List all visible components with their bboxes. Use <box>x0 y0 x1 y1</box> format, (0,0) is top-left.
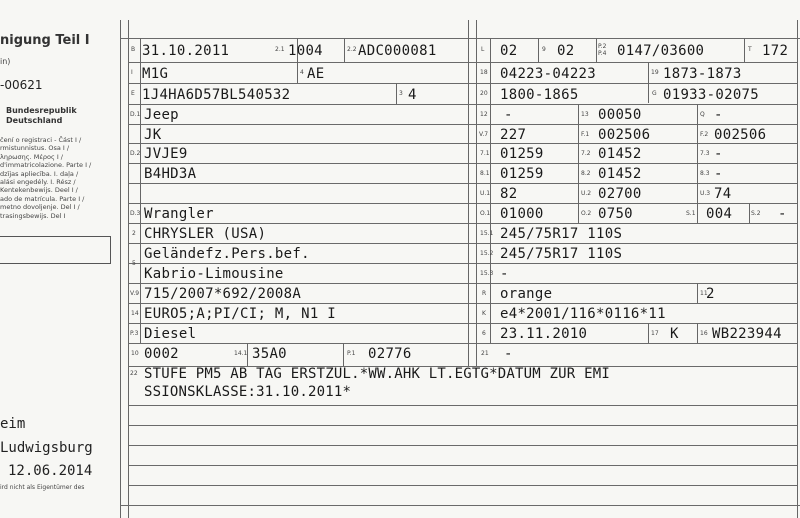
row-line <box>128 243 797 244</box>
ml-line: d'immatricolazione. Parte I / <box>0 161 92 170</box>
field-code: 15.1 <box>480 230 494 237</box>
check-digit: 4 <box>408 87 417 103</box>
field-code: 14 <box>131 310 139 317</box>
field-code: U.1 <box>480 190 491 197</box>
axle-load-3: - <box>714 146 723 162</box>
field-code: B <box>131 46 136 53</box>
vehicle-class: Geländefz.Pers.bef. <box>144 246 310 262</box>
drive-by-noise: 74 <box>714 186 732 202</box>
footer-note: ird nicht als Eigentümer des <box>0 484 85 491</box>
field-code: I <box>131 69 133 76</box>
field-code: O.1 <box>480 210 491 217</box>
emission-key: 35A0 <box>252 346 287 362</box>
issue-date: 12.06.2014 <box>8 463 93 479</box>
type-code: ADC000081 <box>358 43 437 59</box>
type-approval-number: e4*2001/116*0116*11 <box>500 306 666 322</box>
cell-divider <box>396 83 397 104</box>
cell-divider <box>648 62 649 103</box>
row-line <box>128 343 797 344</box>
row-line <box>128 485 797 486</box>
field-code: P.2 P.4 <box>598 43 607 57</box>
field-code: S.2 <box>751 210 761 217</box>
ml-line: ληρωσης. Μέρος I / <box>0 152 64 161</box>
cell-divider <box>344 38 345 62</box>
row-line <box>128 303 797 304</box>
axles-count: 02 <box>500 43 518 59</box>
field-code: 10 <box>131 350 139 357</box>
approval-code: K <box>670 326 679 342</box>
displacement: 02776 <box>368 346 412 362</box>
authority-line-2: Ludwigsburg <box>0 440 93 456</box>
field-code: E <box>131 90 135 97</box>
height: 1800-1865 <box>500 87 579 103</box>
variant: JVJE9 <box>144 146 188 162</box>
ml-line: Kentekenbewijs. Deel I / <box>0 186 78 195</box>
cell-divider <box>596 38 597 62</box>
row-line <box>128 62 797 63</box>
document-title: nigung Teil I <box>0 33 90 48</box>
support-load: 00050 <box>598 107 642 123</box>
form-left-border <box>120 20 121 518</box>
authority-line-1: eim <box>0 416 26 432</box>
axle-load-1: 01259 <box>500 146 544 162</box>
field-code: 2.1 <box>275 46 285 53</box>
field-code: U.2 <box>581 190 592 197</box>
row-line <box>128 425 797 426</box>
length: 04223-04223 <box>500 66 597 82</box>
country-line-1: Bundesrepublik <box>6 106 77 115</box>
cell-divider <box>578 104 579 223</box>
cell-divider <box>490 38 491 343</box>
field-code: T <box>748 46 752 53</box>
field-code: 11 <box>700 290 708 297</box>
first-registration-date: 31.10.2011 <box>142 43 230 59</box>
brand: Jeep <box>144 107 179 123</box>
field-code: D.3 <box>130 210 141 217</box>
technical-max-mass: 002506 <box>598 127 651 143</box>
field-code: 3 <box>399 90 403 97</box>
ml-line: metno dovoljenje. Del I / <box>0 203 80 212</box>
manufacturer-code: 1004 <box>288 43 323 59</box>
field-code: 15.3 <box>480 270 494 277</box>
row-line <box>128 263 797 264</box>
row-line <box>120 38 800 39</box>
form-left-border-inner <box>128 20 129 518</box>
document-subtitle: in) <box>0 57 11 66</box>
cell-divider <box>744 38 745 62</box>
ml-line: čení o registraci - Část I / <box>0 136 82 144</box>
tank-volume: - <box>504 107 513 123</box>
commercial-name: Wrangler <box>144 206 214 222</box>
ml-line: ado de matrícula. Parte I / <box>0 194 85 203</box>
field-code: 7.3 <box>700 150 710 157</box>
cell-divider <box>648 323 649 343</box>
drive-axles: 02 <box>557 43 575 59</box>
field-code: K <box>482 310 486 317</box>
document-number: -00621 <box>0 78 43 92</box>
field-code: 8.2 <box>581 170 591 177</box>
field-code: S.1 <box>686 210 696 217</box>
column-divider <box>468 20 469 366</box>
field-code: 9 <box>542 46 546 53</box>
power-weight-ratio: - <box>714 107 723 123</box>
field-code: U.3 <box>700 190 711 197</box>
tires-axle-1: 245/75R17 110S <box>500 226 623 242</box>
cell-divider <box>538 38 539 62</box>
width: 1873-1873 <box>663 66 742 82</box>
ml-line: dzījas apliecība. I. daļa / <box>0 169 79 178</box>
field-code: 18 <box>480 69 488 76</box>
fuel-code: 0002 <box>144 346 179 362</box>
ml-line: rmistunnistus. Osa I / <box>0 144 70 153</box>
ml-line: alási engedély. I. Rész / <box>0 178 76 187</box>
color-code: 2 <box>706 286 715 302</box>
field-code: D.2 <box>130 150 141 157</box>
field-code: 21 <box>481 350 489 357</box>
tires-axle-3: - <box>500 266 509 282</box>
registration-certificate-number: WB223944 <box>712 326 782 342</box>
permitted-axle-load-1: 01259 <box>500 166 544 182</box>
row-line <box>128 223 797 224</box>
power-rpm: 0147/03600 <box>617 43 705 59</box>
field-code: 7.1 <box>480 150 490 157</box>
field-code: 2 <box>132 230 136 237</box>
max-speed: 172 <box>762 43 789 59</box>
field-code: 17 <box>651 330 659 337</box>
multilingual-titles <box>0 136 118 220</box>
empty-weight: 01933-02075 <box>663 87 760 103</box>
manufacturer: CHRYSLER (USA) <box>144 226 267 242</box>
fuel-type: Diesel <box>144 326 197 342</box>
field-code: 15.2 <box>480 250 494 257</box>
field-code: 22 <box>130 370 138 377</box>
field-code: 20 <box>480 90 488 97</box>
trailer-load-braked: 01000 <box>500 206 544 222</box>
country-line-2: Deutschland <box>6 116 63 125</box>
field-code: 6 <box>482 330 486 337</box>
field-code: 12 <box>480 111 488 118</box>
field-code: 8.3 <box>700 170 710 177</box>
vin: 1J4HA6D57BL540532 <box>142 87 291 103</box>
permitted-axle-load-2: 01452 <box>598 166 642 182</box>
field-code: F.1 <box>581 131 590 138</box>
field-code: O.2 <box>581 210 592 217</box>
issuing-country <box>6 106 106 126</box>
field-code: V.9 <box>130 290 140 297</box>
emission-regulation: 715/2007*692/2008A <box>144 286 302 302</box>
row-line <box>128 465 797 466</box>
field-code: L <box>481 46 485 53</box>
field-code: P.1 <box>347 350 356 357</box>
cell-divider <box>749 203 750 223</box>
cell-divider <box>343 343 344 366</box>
row-line <box>128 405 797 406</box>
axle-load-2: 01452 <box>598 146 642 162</box>
field-code: 8.1 <box>480 170 490 177</box>
cell-divider <box>140 38 141 343</box>
field-code: R <box>482 290 487 297</box>
trailer-load-unbraked: 0750 <box>598 206 633 222</box>
document-sidebar <box>0 0 120 518</box>
version: B4HD3A <box>144 166 197 182</box>
field-code: 19 <box>651 69 659 76</box>
field-code: D.1 <box>130 111 141 118</box>
vehicle-category: M1G <box>142 66 169 82</box>
seats: 004 <box>706 206 733 222</box>
field-21: - <box>504 346 513 362</box>
cell-divider <box>697 323 698 343</box>
cell-divider <box>697 283 698 303</box>
field-code: 5 <box>132 260 136 267</box>
row-line <box>128 445 797 446</box>
field-code: 4 <box>300 69 304 76</box>
field-code: 14.1 <box>234 350 248 357</box>
tires-axle-2: 245/75R17 110S <box>500 246 623 262</box>
field-code: 13 <box>581 111 589 118</box>
field-code: 2.2 <box>347 46 357 53</box>
remarks-line-1: STUFE PM5 AB TAG ERSTZUL.*WW.AHK LT.EGTG*DATUM ZUR EMI <box>144 366 610 382</box>
noise-rpm: 02700 <box>598 186 642 202</box>
approval-date: 23.11.2010 <box>500 326 588 342</box>
row-line <box>128 83 797 84</box>
field-code: 7.2 <box>581 150 591 157</box>
standing-places: - <box>778 206 787 222</box>
permitted-max-mass: 002506 <box>714 127 767 143</box>
body-type-code: AE <box>307 66 325 82</box>
body-type: Kabrio-Limousine <box>144 266 284 282</box>
stationary-noise: 82 <box>500 186 518 202</box>
cell-divider <box>697 104 698 223</box>
form-right-border <box>797 20 798 518</box>
field-code: 16 <box>700 330 708 337</box>
field-code: G <box>652 90 657 97</box>
field-code: P.3 <box>130 330 139 337</box>
co2-emission: 227 <box>500 127 527 143</box>
field-code: Q <box>700 111 705 118</box>
stamp-box <box>0 236 111 264</box>
field-code: V.7 <box>479 131 489 138</box>
field-code: F.2 <box>700 131 709 138</box>
remarks-line-2: SSIONSKLASSE:31.10.2011* <box>144 384 352 400</box>
permitted-axle-load-3: - <box>714 166 723 182</box>
vehicle-color: orange <box>500 286 553 302</box>
emission-class: EURO5;A;PI/CI; M, N1 I <box>144 306 337 322</box>
row-line <box>120 505 800 506</box>
column-divider-inner <box>476 20 477 366</box>
ml-line: trasingsbewijs. Del I <box>0 211 66 220</box>
type: JK <box>144 127 162 143</box>
